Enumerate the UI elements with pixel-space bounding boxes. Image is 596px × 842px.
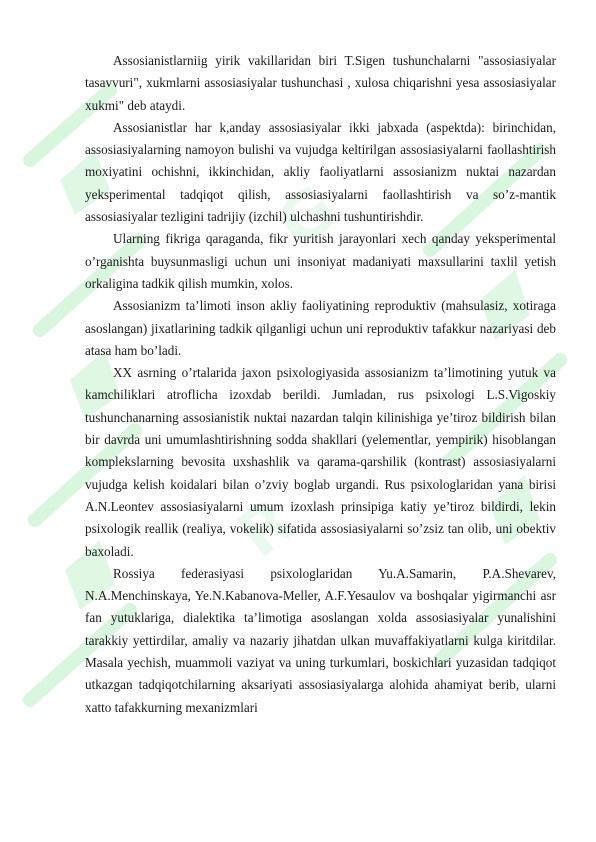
paragraph: Assosianizm ta’limoti inson akliy faoliyatining reproduktiv (mahsulasiz, xotiraga asoslangan) jixatlarining tadkik qilganligi uchun uni reproduktiv tafakkur nazariyasi deb atasa ham bo’ladi. <box>85 298 556 358</box>
paragraph: XX asrning o’rtalarida jaxon psixologiyasida assosianizm ta’limotining yutuk va kamchiliklari atroflicha izoxdab berildi. Jumladan, rus psixologi L.S.Vigoskiy tushunchanarning assosianistik nuktai nazardan talqin kilinishiga ye’tiroz bildirish bilan bir davrda uni umumlashtirishning sodda shakllari (yelementlar, yempirik) hisoblangan komplekslarning bevosita uxshashlik va qarama-qarshilik (kontrast) assosiasiyalarni vujudga kelish koidalari bilan o’zviy boglab urgandi. Rus psixologlaridan yana birisi A.N.Leontev assosiasiyalarni umum izoxlash prinsipiga katiy ye’tiroz bildirdi, lekin psixologik reallik (realiya, vokelik) sifatida assosiasiyalarni so’zsiz tan olib, uni obektiv baxoladi. <box>85 365 556 559</box>
paragraph: Assosianistlarniig yirik vakillaridan biri T.Sigen tushunchalarni "assosiasiyalar tasavvuri", xukmlarni assosiasiyalar tushunchasi , xulosa chiqarishni yesa assosiasiyalar xukmi" deb ataydi. <box>85 53 556 113</box>
svg-text:G: G <box>264 171 352 263</box>
paragraph: Rossiya federasiyasi psixologlaridan Yu.A.Samarin, P.A.Shevarev, N.A.Menchinskaya, Ye.N.Kabanova-Meller, A.F.Yesaulov va boshqalar yigirmanchi asr fan yutuklariga, dialektika ta’limotiga asoslangan xolda assosiasiyalar yunalishini tarakkiy yettirdilar, amaliy va nazariy jihatdan ulkan muvaffakiyatlarni kulga kiritdilar. Masala yechish, muammoli vaziyat va uning turkumlari, boskichlari yuzasidan tadqiqot utkazgan tadqiqotchilarning aksariyati assosiasiyalarga alohida ahamiyat berib, ularni xatto tafakkurning mexanizmlari <box>85 565 556 715</box>
svg-text:R: R <box>224 483 309 573</box>
paragraph: Ularning fikriga qaraganda, fikr yuritish jarayonlari xech qanday yeksperimental o’rganishta buysunmasligi uchun uni insoniyat madaniyati maxsullarini taxlil yetish orkaligina tadkik qilish mumkin, xolos. <box>85 231 556 291</box>
document-body <box>85 50 556 719</box>
paragraph: Assosianistlar har k,anday assosiasiyalar ikki jabxada (aspektda): birinchidan, assosiasiyalarning namoyon bulishi va vujudga keltirilgan assosiasiyalarni faollashtirish moxiyatini ochishni, ikkinchidan, akliy faoliyatlarni assosianizm nuktai nazardan yeksperimental tadqiqot qilish, assosiasiyalarni faollashtirish va so’z-mantik assosiasiyalar tezligini tadrijiy (izchil) ulchashni tushuntirishdir. <box>85 119 556 225</box>
